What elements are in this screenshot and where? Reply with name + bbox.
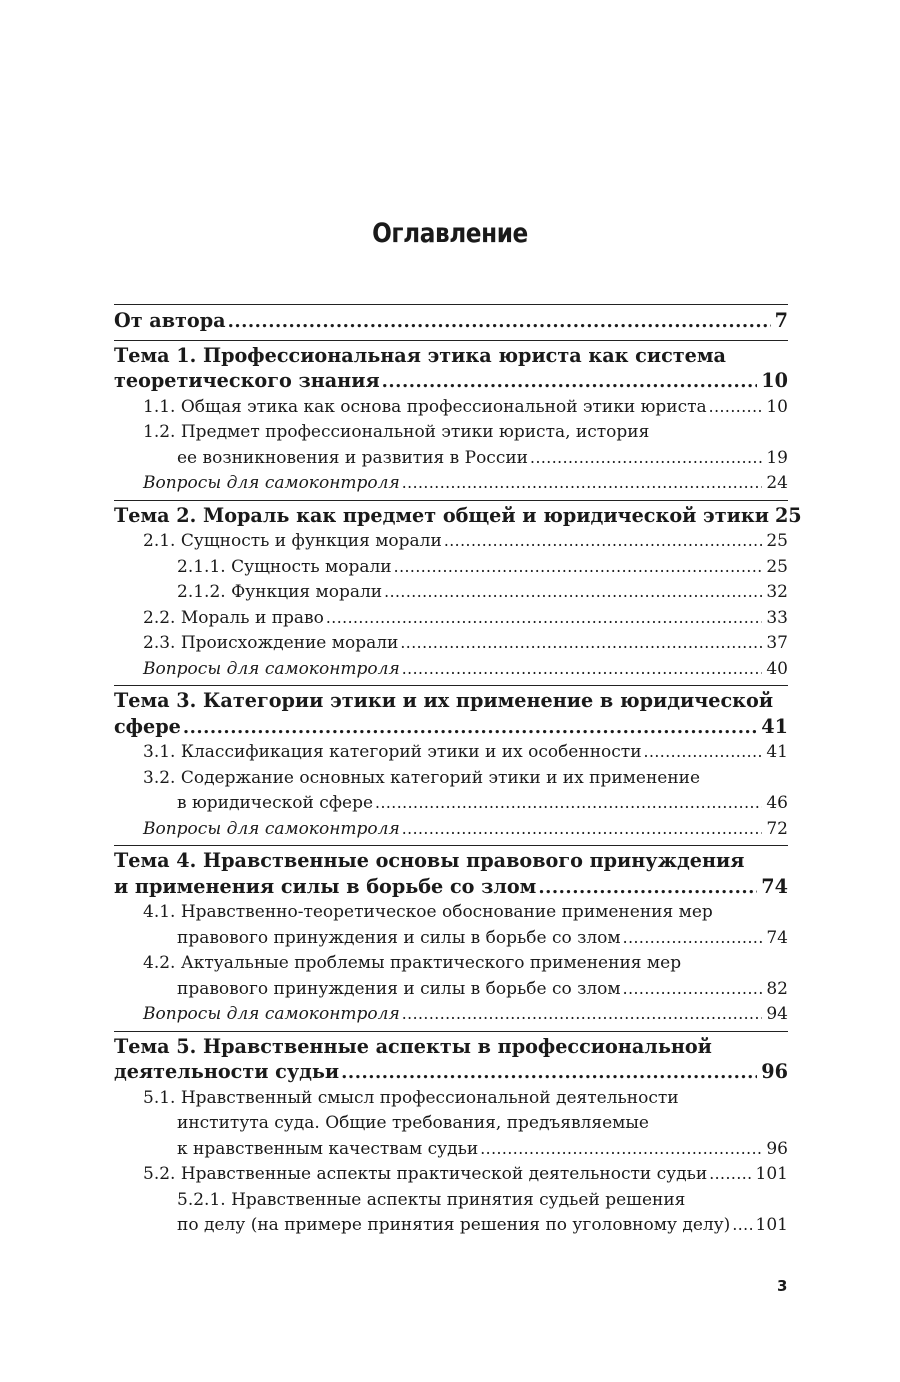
toc-entry-title: Вопросы для самоконтроля	[143, 1004, 400, 1024]
toc-entry-topic-3	[114, 688, 788, 740]
toc-entry-page: 10	[761, 369, 788, 392]
toc-entry-1-1	[114, 395, 788, 421]
dot-leader	[400, 631, 762, 657]
toc-entry-title: 3.2. Содержание основных категорий этики и их применение	[143, 767, 701, 788]
toc-entry-page: 74	[761, 874, 788, 898]
toc-entry-2-1-1	[114, 555, 788, 581]
toc-entry-page: 25	[766, 556, 788, 577]
dot-leader	[644, 740, 763, 766]
toc-entry-topic-5	[114, 1034, 788, 1086]
dot-leader	[384, 580, 762, 606]
toc-entry-title: 4.1. Нравственно-теоретическое обоснование применения мер	[143, 902, 713, 922]
section-divider	[114, 340, 788, 341]
toc-entry-page: 24	[766, 473, 788, 493]
toc-entry-title: 5.2.1. Нравственные аспекты принятия судьей решения	[177, 1189, 686, 1210]
toc-entry-2-1	[114, 529, 788, 555]
toc-entry-page: 40	[766, 658, 788, 679]
dot-leader	[183, 715, 757, 741]
dot-leader	[732, 1213, 751, 1239]
toc-entry-title: Вопросы для самоконтроля	[143, 818, 400, 839]
toc-entry-page: 32	[766, 582, 788, 602]
dot-leader	[326, 606, 763, 632]
dot-leader	[382, 369, 758, 395]
section-divider	[114, 500, 788, 501]
toc-entry-title: по делу (на примере принятия решения по уголовному делу)	[177, 1215, 731, 1235]
section-divider	[114, 685, 788, 686]
dot-leader	[623, 926, 763, 952]
toc-entry-title: Тема 2. Мораль как предмет общей и юридической этики	[114, 503, 769, 527]
dot-leader	[530, 446, 762, 472]
dot-leader	[444, 529, 763, 555]
toc-entry-title: правового принуждения и силы в борьбе со злом	[177, 927, 621, 948]
toc-entry-page: 96	[766, 1138, 788, 1159]
toc-entry-2-3	[114, 631, 788, 657]
toc-entry-title: в юридической сфере	[177, 793, 374, 813]
dot-leader	[394, 555, 763, 581]
toc-entry-page: 101	[755, 1215, 788, 1235]
toc-entry-5-2-1	[114, 1188, 788, 1239]
toc-entry-self-check-3	[114, 817, 788, 843]
toc-entry-page: 46	[766, 793, 788, 813]
section-divider	[114, 1031, 788, 1032]
toc-entry-page: 72	[766, 818, 788, 839]
toc-entry-self-check-1	[114, 471, 788, 497]
toc-entry-title: 2.1.1. Сущность морали	[177, 556, 392, 577]
toc-entry-2-1-2	[114, 580, 788, 606]
dot-leader	[341, 1060, 757, 1086]
toc-entry-1-2	[114, 420, 788, 471]
toc-entry-title: 2.3. Происхождение морали	[143, 633, 399, 653]
toc-entry-title: 5.2. Нравственные аспекты практической деятельности судьи	[143, 1164, 708, 1184]
toc-entry-title: теоретического знания	[114, 369, 380, 392]
toc-entry-title: 5.1. Нравственный смысл профессиональной деятельности	[143, 1087, 679, 1108]
toc-entry-page: 82	[766, 978, 788, 999]
dot-leader	[402, 471, 763, 497]
dot-leader	[538, 875, 757, 901]
dot-leader	[709, 1162, 751, 1188]
toc-entry-title: 4.2. Актуальные проблемы практического применения мер	[143, 953, 682, 973]
toc-entry-page: 19	[766, 447, 788, 468]
toc-entry-title: 1.2. Предмет профессиональной этики юриста, история	[143, 422, 650, 442]
toc-entry-page: 37	[766, 633, 788, 653]
toc-entry-title: и применения силы в борьбе со злом	[114, 874, 537, 898]
toc-entry-5-1	[114, 1086, 788, 1163]
toc-entry-page: 101	[755, 1164, 788, 1184]
toc-entry-title: Вопросы для самоконтроля	[143, 473, 400, 493]
section-divider	[114, 304, 788, 305]
toc-entry-topic-2	[114, 503, 802, 530]
toc-entry-topic-1	[114, 343, 788, 395]
toc-entry-title: 3.1. Классификация категорий этики и их особенности	[143, 742, 642, 762]
toc-entry-title: Тема 1. Профессиональная этика юриста как система	[114, 343, 726, 367]
toc-entry-title: деятельности судьи	[114, 1060, 340, 1083]
toc-entry-title: института суда. Общие требования, предъявляемые	[177, 1113, 649, 1133]
dot-leader	[402, 1002, 763, 1028]
table-of-contents	[114, 304, 802, 1239]
toc-entry-title: Тема 4. Нравственные основы правового принуждения	[114, 849, 745, 872]
toc-entry-title: к нравственным качествам судьи	[177, 1138, 479, 1159]
dot-leader	[709, 395, 763, 421]
toc-entry-page: 25	[774, 503, 802, 527]
toc-entry-4-2	[114, 951, 788, 1002]
toc-entry-title: Тема 5. Нравственные аспекты в профессиональной	[114, 1034, 712, 1058]
toc-entry-title: 2.2. Мораль и право	[143, 607, 324, 628]
page-title: Оглавление	[372, 218, 528, 249]
dot-leader	[480, 1137, 762, 1163]
dot-leader	[623, 977, 763, 1003]
toc-entry-5-2	[114, 1162, 788, 1188]
toc-entry-3-1	[114, 740, 788, 766]
toc-entry-title: Тема 3. Категории этики и их применение в юридической	[114, 689, 774, 712]
toc-entry-self-check-4	[114, 1002, 788, 1028]
toc-entry-title: 2.1. Сущность и функция морали	[143, 531, 442, 551]
toc-entry-title: 2.1.2. Функция морали	[177, 582, 383, 602]
dot-leader	[402, 657, 763, 683]
toc-entry-page: 25	[766, 531, 788, 551]
toc-entry-page: 7	[774, 309, 788, 332]
toc-entry-page: 10	[766, 396, 788, 417]
toc-entry-topic-4	[114, 848, 788, 900]
toc-entry-author	[114, 308, 788, 335]
dot-leader	[402, 817, 763, 843]
toc-entry-page: 33	[766, 607, 788, 628]
toc-entry-title: От автора	[114, 309, 226, 332]
dot-leader	[375, 791, 762, 817]
toc-entry-page: 94	[766, 1004, 788, 1024]
section-divider	[114, 845, 788, 846]
toc-entry-title: правового принуждения и силы в борьбе со злом	[177, 978, 621, 999]
toc-entry-page: 41	[766, 742, 788, 762]
page-number: 3	[777, 1277, 788, 1295]
toc-entry-4-1	[114, 900, 788, 951]
toc-entry-page: 41	[761, 714, 788, 738]
toc-entry-page: 74	[766, 927, 788, 948]
toc-entry-page: 96	[761, 1060, 788, 1083]
toc-entry-2-2	[114, 606, 788, 632]
toc-entry-self-check-2	[114, 657, 788, 683]
toc-entry-title: сфере	[114, 714, 181, 738]
toc-entry-title: Вопросы для самоконтроля	[143, 658, 400, 679]
toc-entry-title: 1.1. Общая этика как основа профессиональной этики юриста	[143, 396, 707, 417]
toc-entry-3-2	[114, 766, 788, 817]
dot-leader	[228, 309, 771, 335]
toc-entry-title: ее возникновения и развития в России	[177, 447, 529, 468]
